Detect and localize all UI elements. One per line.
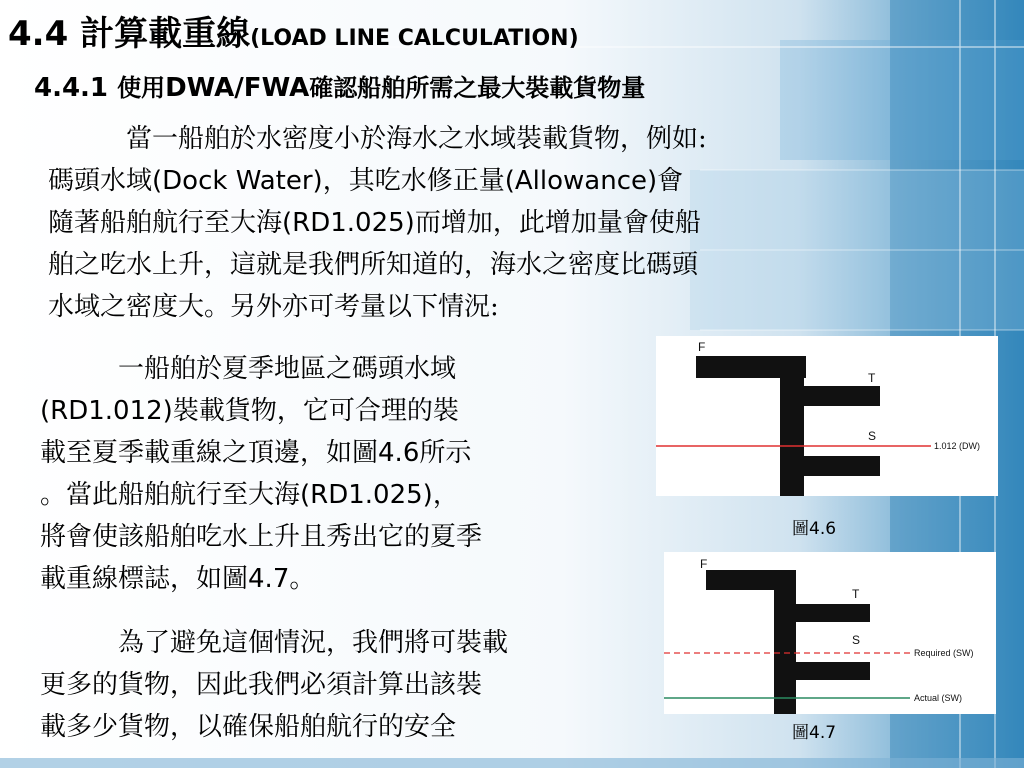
load-line-diagram-4-7: [664, 552, 996, 714]
text-line: [40, 348, 482, 390]
text-line: [40, 558, 482, 600]
text-run: 舶之吃水上升，這就是我們所知道的，海水之密度比碼頭: [48, 250, 699, 280]
text-run: (RD1.025): [282, 208, 415, 238]
text-run: 為了避免這個情況，我們將可裝載: [118, 628, 509, 658]
paragraph-intro: [48, 118, 707, 328]
label-s: S: [852, 633, 861, 647]
text-line: [40, 390, 482, 432]
text-run: 將會使該船舶吃水上升且秀出它的夏季: [40, 522, 483, 552]
load-line-bar-t: [780, 386, 880, 406]
text-run: (Dock Water): [152, 166, 323, 196]
text-run: (RD1.025): [300, 480, 433, 510]
label-t: T: [868, 371, 876, 385]
text-run: 所示: [419, 438, 472, 468]
caption-number: 4.6: [809, 519, 837, 539]
text-line: [40, 622, 508, 664]
figure-4-7-caption: [792, 718, 836, 743]
text-line: [40, 516, 482, 558]
text-run: 當一船舶於水密度小於海水之水域裝載貨物，例如:: [126, 124, 707, 154]
text-line: [48, 286, 707, 328]
text-run: (RD1.012): [40, 396, 173, 426]
subtitle-pre: 使用: [117, 73, 166, 102]
text-run: 載重線標誌，如圖: [40, 564, 249, 594]
caption-prefix: 圖: [792, 519, 809, 539]
text-run: 載至夏季載重線之頂邊，如圖: [40, 438, 379, 468]
text-line: [48, 118, 707, 160]
text-run: 4.6: [378, 438, 420, 468]
text-line: [40, 664, 508, 706]
text-run: 更多的貨物，因此我們必須計算出該裝: [40, 670, 483, 700]
text-line: [48, 244, 707, 286]
load-line-bar-s: [774, 662, 870, 680]
text-line: [48, 160, 707, 202]
text-run: 一船舶於夏季地區之碼頭水域: [118, 354, 457, 384]
figure-4-6-caption: [792, 514, 836, 539]
text-run: 水域之密度大。另外亦可考量以下情況:: [48, 292, 499, 322]
text-run: 碼頭水域: [48, 166, 153, 196]
label-f: F: [698, 340, 706, 354]
load-line-bar-t: [774, 604, 870, 622]
text-run: 4.7: [248, 564, 290, 594]
text-run: 裝載貨物，它可合理的裝: [172, 396, 459, 426]
section-subtitle: [34, 70, 645, 106]
text-run: 載多少貨物，以確保船舶航行的安全: [40, 712, 457, 742]
title-chinese: 計算載重線: [80, 14, 251, 54]
text-line: [40, 474, 482, 516]
actual-sw-label: Actual (SW): [914, 693, 963, 703]
figure-4-7: [664, 552, 996, 714]
figure-4-6: [656, 336, 998, 496]
subtitle-post: 確認船舶所需之最大裝載貨物量: [309, 73, 646, 102]
text-run: 而增加，此增加量會使船: [414, 208, 701, 238]
text-line: [40, 706, 508, 748]
vertical-load-line-mark: [774, 570, 796, 714]
text-run: (Allowance): [504, 166, 658, 196]
load-line-bar-s: [780, 456, 880, 476]
dock-water-line-label: 1.012 (DW): [934, 441, 981, 451]
caption-prefix: 圖: [792, 723, 809, 743]
slide-title: [8, 14, 579, 59]
text-run: 會: [657, 166, 684, 196]
text-run: 。: [289, 564, 316, 594]
load-line-diagram-4-6: [656, 336, 998, 496]
label-t: T: [852, 587, 860, 601]
label-s: S: [868, 429, 877, 443]
paragraph-summer-zone: [40, 348, 482, 600]
text-line: [48, 202, 707, 244]
subtitle-number: 4.4.1: [34, 73, 109, 103]
label-f: F: [700, 557, 708, 571]
text-run: ，其吃水修正量: [322, 166, 505, 196]
paragraph-conclusion: [40, 622, 508, 748]
title-number: 4.4: [8, 14, 69, 54]
text-run: 隨著船舶航行至大海: [48, 208, 283, 238]
caption-number: 4.7: [809, 723, 837, 743]
subtitle-english: DWA/FWA: [165, 73, 310, 103]
text-run: ，: [432, 480, 459, 510]
text-line: [40, 432, 482, 474]
required-sw-label: Required (SW): [914, 648, 974, 658]
text-run: 。當此船舶航行至大海: [40, 480, 301, 510]
title-english: (LOAD LINE CALCULATION): [250, 26, 579, 51]
